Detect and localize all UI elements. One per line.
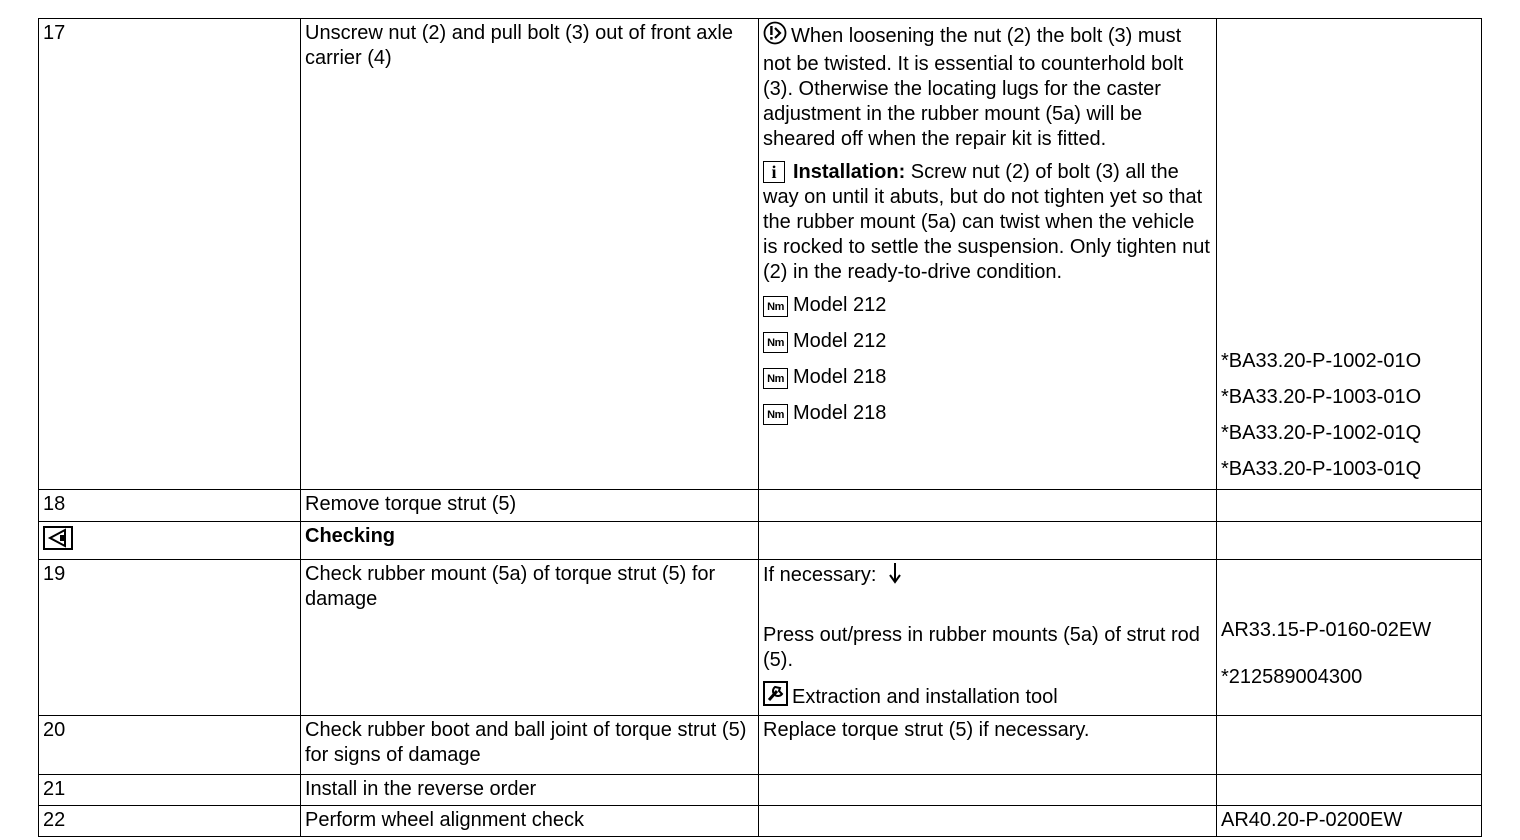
step-number	[39, 522, 301, 560]
step-action: Unscrew nut (2) and pull bolt (3) out of front axle carrier (4)	[301, 19, 759, 490]
step-references	[1217, 490, 1482, 522]
torque-model: Model 212	[793, 330, 887, 352]
step-number: 22	[39, 806, 301, 837]
installation-note	[763, 160, 1211, 285]
step-action: Perform wheel alignment check	[301, 806, 759, 837]
step-notes	[759, 806, 1217, 837]
torque-nm-icon: Nm	[763, 404, 788, 425]
step-number: 17	[39, 19, 301, 490]
torque-item	[763, 395, 1211, 431]
table-row	[39, 19, 1482, 490]
torque-ref-link[interactable]: *BA33.20-P-1002-01O	[1221, 350, 1422, 372]
conditional-note	[763, 562, 1211, 591]
warning-text: When loosening the nut (2) the bolt (3) must not be twisted. It is essential to counterhold bolt (3). Otherwise the locating lugs for the caster adjustment in the rubber mount (5a) will be sheared off when the repair kit is fitted.	[763, 25, 1184, 150]
table-row	[39, 806, 1482, 837]
step-references	[1217, 716, 1482, 775]
special-tool-icon	[763, 681, 788, 713]
procedure-table	[38, 18, 1482, 837]
torque-ref-link[interactable]: *BA33.20-P-1003-01Q	[1221, 458, 1422, 480]
table-row	[39, 522, 1482, 560]
warning-note	[763, 21, 1211, 152]
tool-text: Extraction and installation tool	[792, 686, 1058, 708]
installation-label: Installation:	[793, 161, 906, 183]
step-notes: Replace torque strut (5) if necessary.	[759, 716, 1217, 775]
torque-nm-icon: Nm	[763, 332, 788, 353]
arrow-down-icon	[888, 562, 902, 591]
step-references	[1217, 560, 1482, 716]
tool-note	[763, 681, 1211, 713]
torque-item	[763, 287, 1211, 323]
table-row	[39, 490, 1482, 522]
section-heading: Checking	[301, 522, 759, 560]
step-references	[1217, 522, 1482, 560]
step-number: 19	[39, 560, 301, 716]
step-number: 20	[39, 716, 301, 775]
installation-text: Screw nut (2) of bolt (3) all the way on until it abuts, but do not tighten yet so that the rubber mount (5a) can twist when the vehicle is rocked to settle the suspension. Only tighten nut (2) in the ready-to-drive condition.	[763, 161, 1210, 283]
torque-model: Model 218	[793, 366, 887, 388]
table-row	[39, 775, 1482, 806]
step-notes	[759, 560, 1217, 716]
torque-nm-icon: Nm	[763, 296, 788, 317]
torque-model: Model 212	[793, 294, 887, 316]
caution-circle-icon	[763, 21, 787, 52]
torque-item	[763, 359, 1211, 395]
info-icon: i	[763, 161, 785, 183]
checking-triangle-icon	[43, 526, 73, 557]
torque-list	[763, 287, 1211, 431]
alignment-ref-link[interactable]: AR40.20-P-0200EW	[1217, 806, 1482, 837]
torque-ref-link[interactable]: *BA33.20-P-1003-01O	[1221, 386, 1422, 408]
table-row	[39, 560, 1482, 716]
table-row	[39, 716, 1482, 775]
torque-model: Model 218	[793, 402, 887, 424]
torque-item	[763, 323, 1211, 359]
step-action: Remove torque strut (5)	[301, 490, 759, 522]
step-notes	[759, 490, 1217, 522]
step-notes	[759, 775, 1217, 806]
press-note: Press out/press in rubber mounts (5a) of strut rod (5).	[763, 624, 1200, 671]
torque-nm-icon: Nm	[763, 368, 788, 389]
step-action: Check rubber mount (5a) of torque strut (5) for damage	[301, 560, 759, 716]
step-number: 21	[39, 775, 301, 806]
press-ref-link[interactable]: AR33.15-P-0160-02EW	[1221, 619, 1432, 641]
tool-ref-link[interactable]: *212589004300	[1221, 666, 1363, 688]
step-references	[1217, 19, 1482, 490]
if-necessary-text: If necessary:	[763, 564, 877, 586]
step-action: Check rubber boot and ball joint of torque strut (5) for signs of damage	[301, 716, 759, 775]
step-references	[1217, 775, 1482, 806]
step-action: Install in the reverse order	[301, 775, 759, 806]
torque-ref-link[interactable]: *BA33.20-P-1002-01Q	[1221, 422, 1422, 444]
step-notes	[759, 19, 1217, 490]
step-notes	[759, 522, 1217, 560]
step-number: 18	[39, 490, 301, 522]
